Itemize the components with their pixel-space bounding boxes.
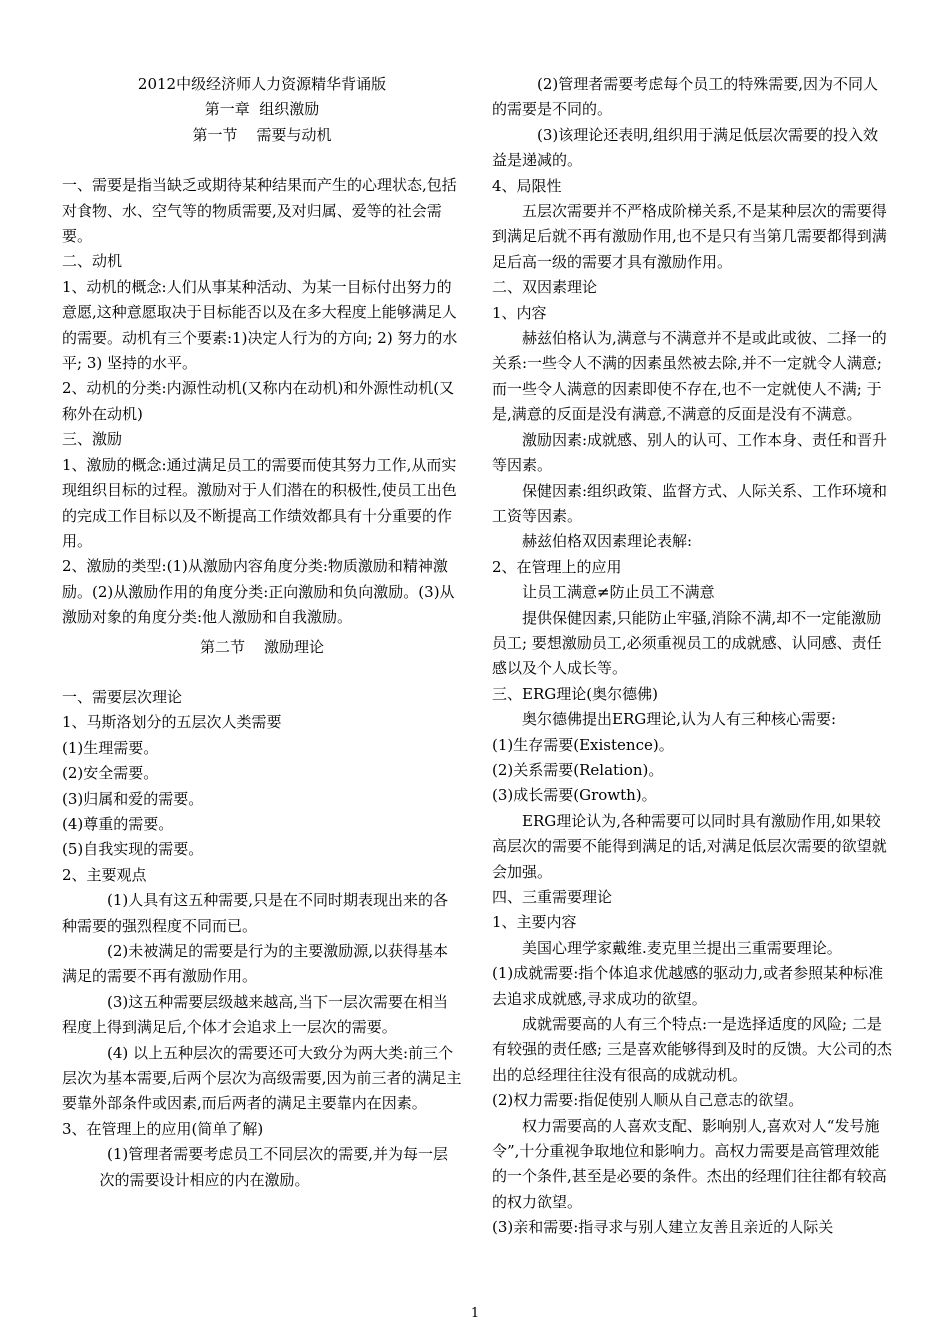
paragraph: 2、激励的类型:(1)从激励内容角度分类:物质激励和精神激励。(2)从激励作用的角度分类:正向激励和负向激励。(3)从激励对象的角度分类:他人激励和自我激励。 bbox=[62, 557, 455, 627]
list-item: (5)自我实现的需要。 bbox=[62, 840, 204, 859]
list-item: (1)生理需要。 bbox=[62, 738, 159, 757]
left-column bbox=[62, 72, 462, 1193]
heading: 3、在管理上的应用(简单了解) bbox=[62, 1119, 264, 1138]
paragraph: (2)管理者需要考虑每个员工的特殊需要,因为不同人的需要是不同的。 bbox=[492, 75, 879, 119]
paragraph: 一、需要是指当缺乏或期待某种结果而产生的心理状态,包括对食物、水、空气等的物质需要,及对归属、爱等的社会需要。 bbox=[62, 176, 457, 246]
heading: 一、需要层次理论 bbox=[62, 687, 183, 706]
paragraph: 五层次需要并不严格成阶梯关系,不是某种层次的需要得到满足后就不再有激励作用,也不是只有当第几需要都得到满足后高一级的需要才具有激励作用。 bbox=[492, 202, 887, 271]
heading: 2、在管理上的应用 bbox=[492, 557, 622, 576]
heading: 1、内容 bbox=[492, 303, 547, 322]
heading: 2、主要观点 bbox=[62, 865, 147, 884]
paragraph: 保健因素:组织政策、监督方式、人际关系、工作环境和工资等因素。 bbox=[492, 481, 888, 525]
paragraph: 权力需要高的人喜欢支配、影响别人,喜欢对人“发号施令”,十分重视争取地位和影响力。高权力需要是高管理效能的一个条件,甚至是必要的条件。杰出的经理们往往都有较高的权力欲望。 bbox=[492, 1116, 887, 1211]
paragraph: (1)管理者需要考虑员工不同层次的需要,并为每一层次的需要设计相应的内在激励。 bbox=[99, 1145, 449, 1189]
paragraph: 激励因素:成就感、别人的认可、工作本身、责任和晋升等因素。 bbox=[492, 430, 888, 475]
paragraph: (2)未被满足的需要是行为的主要激励源,以获得基本满足的需要不再有激励作用。 bbox=[62, 942, 449, 986]
list-item: (1)生存需要(Existence)。 bbox=[492, 735, 674, 754]
heading: 1、马斯洛划分的五层次人类需要 bbox=[62, 713, 282, 732]
paragraph: 1、激励的概念:通过满足员工的需要而使其努力工作,从而实现组织目标的过程。激励对于人们潜在的积极性,使员工出色的完成工作目标以及不断提高工作绩效都具有十分重要的作用。 bbox=[62, 455, 457, 550]
page-number: 1 bbox=[470, 1306, 480, 1321]
paragraph: (1)成就需要:指个体追求优越感的驱动力,或者参照某种标准去追求成就感,寻求成功的欲望。 bbox=[492, 964, 884, 1008]
paragraph: (3)这五种需要层级越来越高,当下一层次需要在相当程度上得到满足后,个体才会追求上一层次的需要。 bbox=[62, 992, 449, 1037]
right-column bbox=[492, 72, 892, 1241]
paragraph: (3)亲和需要:指寻求与别人建立友善且亲近的人际关 bbox=[492, 1218, 834, 1237]
paragraph: 2、动机的分类:内源性动机(又称内在动机)和外源性动机(又称外在动机) bbox=[62, 379, 455, 423]
paragraph: (1)人具有这五种需要,只是在不同时期表现出来的各种需要的强烈程度不同而已。 bbox=[62, 891, 449, 935]
heading: 4、局限性 bbox=[492, 176, 562, 195]
list-item: (3)成长需要(Growth)。 bbox=[492, 786, 657, 805]
paragraph: 成就需要高的人有三个特点:一是选择适度的风险; 二是有较强的责任感; 三是喜欢能够得到及时的反馈。大公司的杰出的总经理往往没有很高的成就动机。 bbox=[492, 1015, 892, 1084]
paragraph: 让员工满意≠防止员工不满意 bbox=[522, 583, 715, 602]
paragraph: 奥尔德佛提出ERG理论,认为人有三种核心需要: bbox=[522, 710, 837, 729]
paragraph: 提供保健因素,只能防止牢骚,消除不满,却不一定能激励员工; 要想激励员工,必须重视员工的成就感、认同感、责任感以及个人成长等。 bbox=[492, 608, 882, 678]
document-title: 2012中级经济师人力资源精华背诵版 bbox=[137, 75, 387, 93]
paragraph: ERG理论认为,各种需要可以同时具有激励作用,如果较高层次的需要不能得到满足的话,对满足低层次需要的欲望就会加强。 bbox=[492, 811, 887, 881]
chapter-title: 第一章 组织激励 bbox=[204, 100, 320, 119]
section-title: 第二节 激励理论 bbox=[199, 637, 325, 656]
heading: 1、主要内容 bbox=[492, 913, 577, 932]
paragraph: 美国心理学家戴维.麦克里兰提出三重需要理论。 bbox=[522, 938, 842, 957]
paragraph: 赫兹伯格认为,满意与不满意并不是或此或彼、二择一的关系:一些令人不满的因素虽然被去除,并不一定就令人满意; 而一些令人满意的因素即使不存在,也不一定就使人不满; 于是,满意的反面是没有满意,不满意的反面是没有不满意。 bbox=[492, 329, 887, 424]
heading: 四、三重需要理论 bbox=[492, 888, 613, 906]
list-item: (2)关系需要(Relation)。 bbox=[492, 760, 664, 779]
list-item: (3)归属和爱的需要。 bbox=[62, 789, 204, 808]
paragraph: (3)该理论还表明,组织用于满足低层次需要的投入效益是递减的。 bbox=[492, 125, 879, 170]
paragraph: 赫兹伯格双因素理论表解: bbox=[522, 532, 693, 551]
paragraph: 1、动机的概念:人们从事某种活动、为某一目标付出努力的意愿,这种意愿取决于目标能否以及在多大程度上能够满足人的需要。动机有三个要素:1)决定人行为的方向; 2) 努力的水平; 3) 坚持的水平。 bbox=[62, 277, 458, 373]
paragraph: (4) 以上五种层次的需要还可大致分为两大类:前三个层次为基本需要,后两个层次为高级需要,因为前三者的满足主要靠外部条件或因素,而后两者的满足主要靠内在因素。 bbox=[62, 1043, 462, 1113]
list-item: (4)尊重的需要。 bbox=[62, 814, 174, 833]
paragraph: (2)权力需要:指促使别人顺从自己意志的欲望。 bbox=[492, 1091, 804, 1110]
section-title: 第一节 需要与动机 bbox=[192, 125, 332, 144]
heading: 二、动机 bbox=[62, 252, 123, 271]
heading: 三、激励 bbox=[62, 430, 123, 449]
list-item: (2)安全需要。 bbox=[62, 764, 159, 783]
heading: 二、双因素理论 bbox=[492, 278, 598, 297]
heading: 三、ERG理论(奥尔德佛) bbox=[492, 684, 658, 703]
